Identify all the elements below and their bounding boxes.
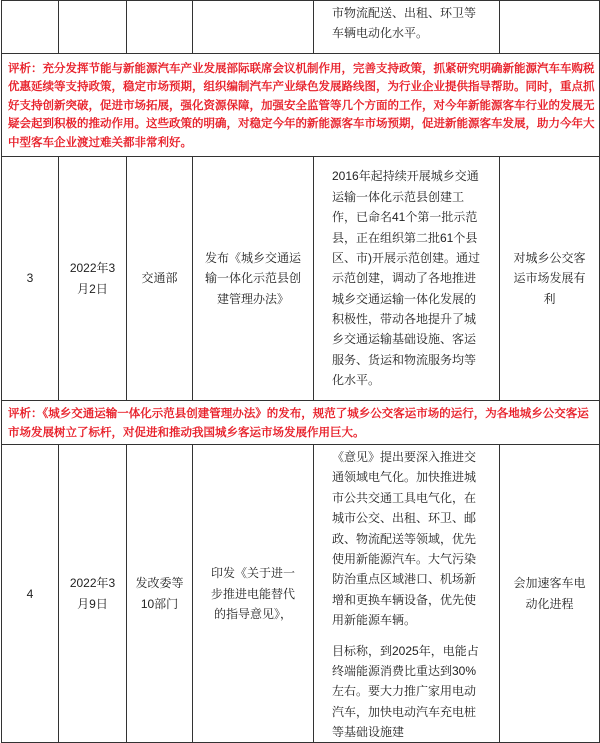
impact-text: 对城乡公交客运市场发展有利 <box>513 250 586 306</box>
cell-policy <box>193 1 314 54</box>
content-paragraph: 《意见》提出要深入推进交通领域电气化。加快推进城市公共交通工具电气化，在城市公交、出租、环卫、邮政、物流配送等领域，优先使用新能源汽车。大气污染防治重点区域港口、机场新增和更换车辆设备，优先使用新能源车辆。 <box>332 450 477 628</box>
cell-policy <box>193 157 314 401</box>
cell-date <box>59 157 127 401</box>
date-text: 2022年3月9日 <box>69 576 116 611</box>
date-text: 2022年3月2日 <box>69 261 116 296</box>
review-text: 评析：《城乡交通运输一体化示范县创建管理办法》的发布，规范了城乡公交客运市场的运行，为各地城乡公交客运市场发展树立了标杆，对促进和推动我国城乡客运市场发展作用巨大。 <box>2 401 600 445</box>
review-row <box>2 401 600 445</box>
table-row <box>2 157 600 401</box>
dept-text: 发改委等10部门 <box>135 576 184 611</box>
cell-no <box>2 1 59 54</box>
cell-no: 4 <box>2 445 59 743</box>
cell-dept: 交通部 <box>127 157 193 401</box>
cell-date <box>59 1 127 54</box>
content-text: 市物流配送、出租、环卫等车辆电动化水平。 <box>332 6 477 41</box>
cell-impact <box>500 157 600 401</box>
cell-content <box>314 445 500 743</box>
review-row <box>2 54 600 157</box>
cell-date <box>59 445 127 743</box>
policy-text: 发布《城乡交通运输一体化示范县创建管理办法》 <box>205 250 302 306</box>
cell-content <box>314 157 500 401</box>
cell-policy <box>193 445 314 743</box>
review-text: 评析：充分发挥节能与新能源汽车产业发展部际联席会议机制作用，完善支持政策，抓紧研究明确新能源汽车车购税优惠延续等支持政策，稳定市场预期，组织编制汽车产业绿色发展路线图，为行业企业提供指导帮助。同时，重点抓好支持创新突破，促进市场拓展，强化资源保障，加强安全监管等几个方面的工作，对今年新能源客车行业的发展无疑会起到积极的推动作用。这些政策的明确，对稳定今年的新能源客车市场预期，促进新能源客车发展，助力今年大中型客车企业渡过难关都非常利好。 <box>2 54 600 157</box>
table-row <box>2 445 600 743</box>
content-text: 2016年起持续开展城乡交通运输一体化示范县创建工作，已命名41个第一批示范县，正在组织第二批61个县区、市)开展示范创建。通过示范创建，调动了各地推进城乡交通运输一体化发展的积极性，带动各地提升了城乡交通运输基础设施、客运服务、货运和物流服务均等化水平。 <box>332 169 480 388</box>
impact-text: 会加速客车电动化进程 <box>513 576 586 611</box>
cell-content <box>314 1 500 54</box>
content-paragraph: 目标称，到2025年，电能占终端能源消费比重达到30%左右。要大力推广家用电动汽车，加快电动汽车充电桩等基础设施建 <box>332 643 479 740</box>
policy-text: 印发《关于进一步推进电能替代的指导意见》， <box>210 566 295 621</box>
policy-table <box>1 0 600 743</box>
table-row <box>2 1 600 54</box>
cell-dept <box>127 445 193 743</box>
cell-impact <box>500 445 600 743</box>
cell-dept <box>127 1 193 54</box>
cell-impact <box>500 1 600 54</box>
cell-no: 3 <box>2 157 59 401</box>
